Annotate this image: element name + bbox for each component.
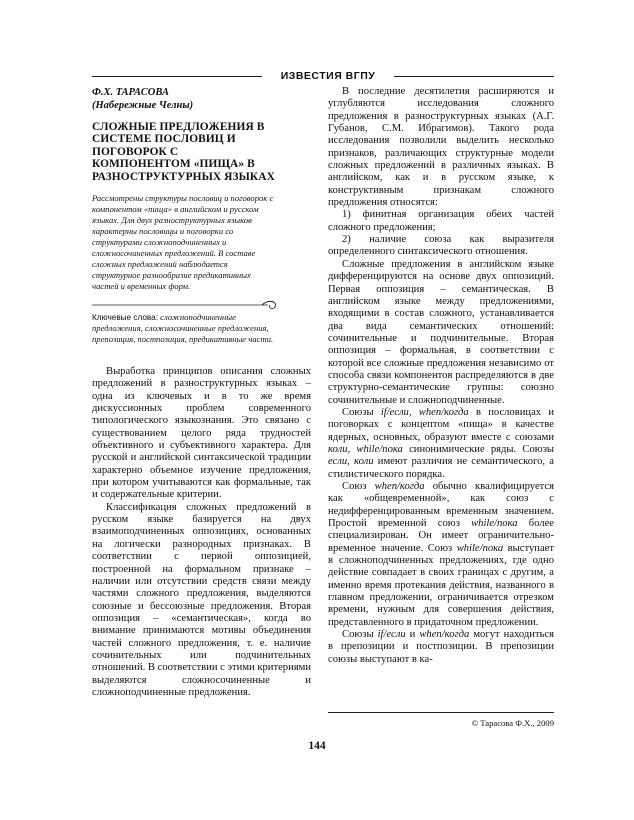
author-affiliation: (Набережные Челны) bbox=[92, 100, 194, 111]
paragraph: Сложные предложения в английском языке дифференцируются на основе двух оппозиций. Первая оппозиция – семантическая. В английском языке между предложениями, входящими в состав сложного, устанавливается два вида семантических отношений: сочинительные и подчинительные. Вторая оппозиция – формальная, в соответствии с которой все сложные предложения независимо от способа связи компонентов распределяются в две структурно-семантические группы: союзно сочинительные и сложноподчиненные. bbox=[328, 258, 554, 406]
list-item: 2) наличие союза как выразителя определенного синтаксического отношения. bbox=[328, 234, 554, 258]
text-run: и bbox=[405, 629, 420, 641]
page-number: 144 bbox=[308, 740, 326, 752]
header-rule-left bbox=[92, 76, 262, 77]
italic-term: if/если bbox=[377, 629, 406, 641]
paragraph bbox=[328, 481, 554, 629]
italic-term: if/если, when/когда bbox=[380, 406, 469, 418]
keywords-list: сложноподчиненные предложения, сложносочиненные предложения, препозиция, постпозиция, предикативные части. bbox=[92, 312, 274, 345]
italic-term: коли, while/пока bbox=[328, 443, 403, 455]
text-run: Союзы bbox=[342, 629, 378, 641]
author-name: Ф.Х. ТАРАСОВА bbox=[92, 87, 169, 98]
italic-term: while/пока bbox=[456, 542, 504, 554]
italic-term: если, коли bbox=[328, 456, 374, 468]
keywords-label: Ключевые слова: bbox=[92, 313, 158, 323]
text-run: Союзы bbox=[342, 406, 381, 418]
text-run: обычно квалифицируется как «общевременной», как союз с недифференцированным временным значением. Простой временной союз bbox=[328, 481, 554, 530]
body-column-right bbox=[328, 86, 554, 666]
body-column-left bbox=[92, 366, 311, 699]
header-rule-right bbox=[394, 76, 554, 77]
paragraph bbox=[328, 629, 554, 666]
footer-rule bbox=[328, 712, 554, 713]
text-run: Союз bbox=[342, 481, 375, 492]
italic-term: when/когда bbox=[374, 481, 425, 492]
article-front-matter bbox=[92, 86, 278, 345]
keywords-block bbox=[92, 312, 278, 345]
text-run: могут находиться в препозиции и постпозиции. В препозиции союзы выступают в ка- bbox=[328, 629, 554, 665]
text-run: выступает в сложноподчиненных предложениях, где одно действие совпадает в своих границах с другим, а именно время протекания действия, названного в главном предложении, ограничивается отрезком времени, нужным для совершения действия, представленного в придаточном предложении. bbox=[328, 542, 554, 628]
list-item: 1) финитная организация обеих частей сложного предложения; bbox=[328, 209, 554, 233]
paragraph: Выработка принципов описания сложных предложений в разноструктурных языках – одна из ключевых и в то же время дискуссионных проблем современного типологического языкознания. Это связано с существованием целого ряда трудностей объективного и субъективного характера. Для русской и английской синтаксической традиции характерно объемное изучение предложения, при котором учитываются как формальные, так и содержательные критерии. bbox=[92, 366, 311, 501]
journal-running-title: ИЗВЕСТИЯ ВГПУ bbox=[280, 70, 376, 82]
article-abstract: Рассмотрены структуры пословиц и поговорок с компонентом «пища» в английском и русском языках. Для двух разноструктурных языков характерны пословицы и поговорки со структурами сложноподчиненных и сложносочиненных предложений. В составе сложных предложений наблюдается структурное разнообразие предикативных частей и временных форм. bbox=[92, 193, 274, 292]
paragraph: Классификация сложных предложений в русском языке базируется на двух взаимоподчиненных оппозициях, основанных на логически разнородных признаках. В соответствии с первой оппозицией, построенной на формальном признаке – наличии или отсутствии средств связи между частями сложного предложения, выделяются союзные и бессоюзные предложения. Вторая оппозиция – «семантическая», когда во внимание принимаются мотивы объединения частей сложного предложения, т. е. наличие сочинительных или подчинительных отношений. В соответствии с этими критериями выделяются сложносочиненные и сложноподчиненные предложения. bbox=[92, 501, 312, 698]
article-title: СЛОЖНЫЕ ПРЕДЛОЖЕНИЯ В СИСТЕМЕ ПОСЛОВИЦ И ПОГОВОРОК С КОМПОНЕНТОМ «ПИЩА» В РАЗНОСТРУКТУРНЫХ ЯЗЫКАХ bbox=[92, 121, 275, 183]
copyright-notice: © Тарасова Ф.Х., 2009 bbox=[471, 718, 554, 728]
running-header bbox=[92, 70, 554, 82]
text-run: имеют различия не семантического, а стилистического порядка. bbox=[328, 456, 554, 480]
paragraph bbox=[328, 407, 554, 481]
paragraph: В последние десятилетия расширяются и углубляются исследования сложного предложения в разноструктурных языках (А.Г. Губанов, С.М. Ибрагимов). Такого рода исследования позволили выделить несколько признаков, различающих структурные модели сложных предложений в различных языках. В английском, как и в русском языке, к конструктивным признакам сложного предложения относятся: bbox=[328, 86, 554, 209]
text-run: синонимические ряды. Союзы bbox=[402, 443, 554, 455]
ornament-divider-icon bbox=[92, 298, 278, 310]
text-run: более специализирован. Он имеет ограничительно-временное значение. Союз bbox=[328, 518, 554, 554]
italic-term: while/пока bbox=[471, 518, 518, 530]
italic-term: when/когда bbox=[419, 629, 470, 641]
text-run: в пословицах и поговорках с концептом «пища» в качестве ядерных, основных, образуют вместе с союзами bbox=[328, 406, 554, 443]
